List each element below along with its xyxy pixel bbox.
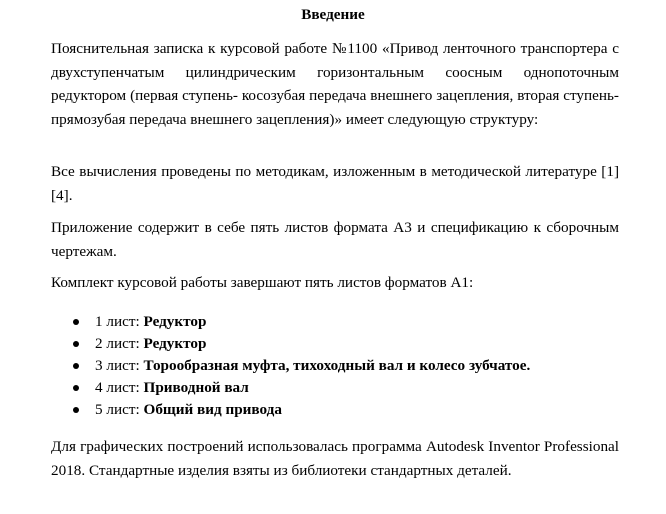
sheet-prefix: 3 лист: [95,357,144,374]
list-item [73,333,530,355]
bullet-icon [73,385,79,391]
list-item [73,377,530,399]
sheet-name: Торообразная муфта, тихоходный вал и колесо зубчатое. [143,357,531,374]
list-item [73,399,530,421]
sheet-prefix: 5 лист: [95,401,144,418]
sheet-name: Редуктор [143,335,207,352]
bullet-icon [73,319,79,325]
sheet-name: Общий вид привода [143,401,282,418]
sheet-prefix: 1 лист: [95,313,144,330]
sheet-list [73,311,530,421]
paragraph-software: Для графических построений использовалась программа Autodesk Inventor Professional 2018. Стандартные изделия взяты из библиотеки стандартных деталей. [51,438,619,479]
bullet-icon [73,341,79,347]
list-item [73,311,530,333]
paragraph-intro: Пояснительная записка к курсовой работе №1100 «Привод ленточного транспортера с двухступенчатым цилиндрическим горизонтальным соосным однопоточным редуктором (первая ступень- косозубая передача внешнего зацепления, вторая ступень- прямозубая передача внешнего зацепления)» имеет следующую структуру: [51,40,619,128]
bullet-icon [73,407,79,413]
sheet-name: Редуктор [143,313,207,330]
paragraph-calculations: Все вычисления проведены по методикам, изложенным в методической литературе [1][4]. [51,163,619,204]
paragraph-sheets-intro: Комплект курсовой работы завершают пять листов форматов А1: [51,274,474,291]
sheet-prefix: 4 лист: [95,379,144,396]
sheet-name: Приводной вал [143,379,249,396]
sheet-prefix: 2 лист: [95,335,144,352]
paragraph-appendix: Приложение содержит в себе пять листов формата А3 и спецификацию к сборочным чертежам. [51,219,619,260]
page-title: Введение [301,6,365,23]
list-item [73,355,530,377]
bullet-icon [73,363,79,369]
